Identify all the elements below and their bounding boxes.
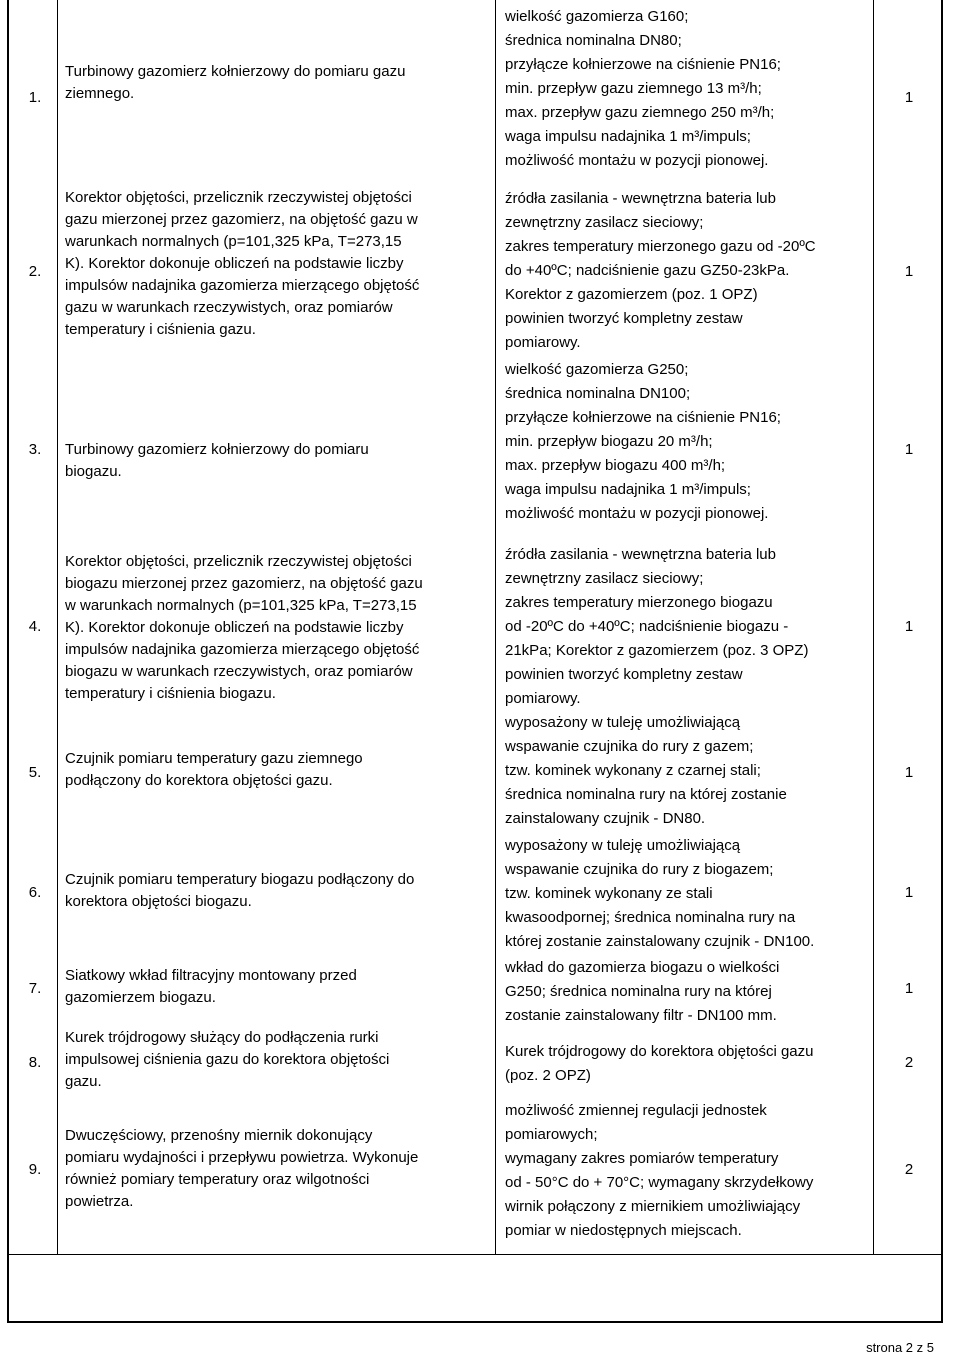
specification-line: średnica nominalna DN80; (505, 32, 682, 49)
specification-line: średnica nominalna rury na której zostanie (505, 786, 787, 803)
specification-line: źródła zasilania - wewnętrzna bateria lub (505, 546, 776, 563)
specification-line: możliwość zmiennej regulacji jednostek (505, 1102, 767, 1119)
specification-line: G250; średnica nominalna rury na której (505, 983, 772, 1000)
description-line: warunkach normalnych (p=101,325 kPa, T=273,15 (65, 233, 402, 250)
item-quantity: 1 (904, 618, 914, 635)
row-number: 5. (28, 764, 42, 781)
specification-line: możliwość montażu w pozycji pionowej. (505, 152, 769, 169)
description-line: Turbinowy gazomierz kołnierzowy do pomiaru gazu (65, 63, 406, 80)
item-specification (505, 834, 870, 954)
description-line: biogazu w warunkach rzeczywistych, oraz pomiarów (65, 663, 413, 680)
specification-line: przyłącze kołnierzowe na ciśnienie PN16; (505, 409, 781, 426)
specification-line: min. przepływ biogazu 20 m³/h; (505, 433, 713, 450)
item-quantity: 1 (904, 263, 914, 280)
specification-table (7, 0, 943, 1323)
item-quantity: 1 (904, 764, 914, 781)
item-specification (505, 1040, 870, 1088)
item-specification (505, 711, 870, 831)
page-number: strona 2 z 5 (866, 1340, 934, 1355)
description-line: również pomiary temperatury oraz wilgotności (65, 1171, 370, 1188)
description-line: impulsowej ciśnienia gazu do korektora objętości (65, 1051, 390, 1068)
specification-line: powinien tworzyć kompletny zestaw (505, 310, 743, 327)
description-line: powietrza. (65, 1193, 134, 1210)
row-number: 3. (28, 441, 42, 458)
description-line: gazu w warunkach rzeczywistych, oraz pomiarów (65, 299, 393, 316)
specification-line: możliwość montażu w pozycji pionowej. (505, 505, 769, 522)
specification-line: waga impulsu nadajnika 1 m³/impuls; (505, 481, 751, 498)
description-line: w warunkach normalnych (p=101,325 kPa, T=273,15 (65, 597, 417, 614)
item-description (65, 965, 495, 1009)
specification-line: zewnętrzny zasilacz sieciowy; (505, 214, 704, 231)
specification-line: pomiarowy. (505, 690, 581, 707)
item-description (65, 61, 495, 105)
specification-line: wymagany zakres pomiarów temperatury (505, 1150, 779, 1167)
description-line: ziemnego. (65, 85, 135, 102)
specification-line: (poz. 2 OPZ) (505, 1067, 591, 1084)
description-line: korektora objętości biogazu. (65, 893, 252, 910)
item-specification (505, 1099, 870, 1243)
item-description (65, 748, 495, 792)
specification-line: 21kPa; Korektor z gazomierzem (poz. 3 OPZ) (505, 642, 809, 659)
row-number: 2. (28, 263, 42, 280)
specification-line: wkład do gazomierza biogazu o wielkości (505, 959, 780, 976)
specification-line: min. przepływ gazu ziemnego 13 m³/h; (505, 80, 762, 97)
description-line: temperatury i ciśnienia biogazu. (65, 685, 276, 702)
item-quantity: 2 (904, 1161, 914, 1178)
item-specification (505, 5, 870, 173)
item-specification (505, 543, 870, 711)
item-quantity: 2 (904, 1054, 914, 1071)
row-number: 6. (28, 884, 42, 901)
specification-line: wspawanie czujnika do rury z biogazem; (505, 861, 774, 878)
description-line: gazu. (65, 1073, 102, 1090)
row-number: 4. (28, 618, 42, 635)
specification-line: zostanie zainstalowany filtr - DN100 mm. (505, 1007, 777, 1024)
description-line: biogazu. (65, 463, 122, 480)
description-line: Czujnik pomiaru temperatury gazu ziemnego (65, 750, 363, 767)
item-quantity: 1 (904, 441, 914, 458)
specification-line: od - 50°C do + 70°C; wymagany skrzydełkowy (505, 1174, 814, 1191)
item-description (65, 551, 495, 705)
description-line: podłączony do korektora objętości gazu. (65, 772, 333, 789)
description-line: Turbinowy gazomierz kołnierzowy do pomiaru (65, 441, 369, 458)
item-quantity: 1 (904, 884, 914, 901)
specification-line: max. przepływ biogazu 400 m³/h; (505, 457, 726, 474)
item-specification (505, 358, 870, 526)
specification-line: pomiar w niedostępnych miejscach. (505, 1222, 742, 1239)
specification-line: przyłącze kołnierzowe na ciśnienie PN16; (505, 56, 781, 73)
description-line: Kurek trójdrogowy służący do podłączenia rurki (65, 1029, 379, 1046)
specification-line: której zostanie zainstalowany czujnik - DN100. (505, 933, 815, 950)
specification-line: od -20ºC do +40ºC; nadciśnienie biogazu - (505, 618, 789, 635)
description-line: temperatury i ciśnienia gazu. (65, 321, 256, 338)
row-number: 9. (28, 1161, 42, 1178)
description-line: Korektor objętości, przelicznik rzeczywistej objętości (65, 553, 412, 570)
specification-line: Kurek trójdrogowy do korektora objętości gazu (505, 1043, 814, 1060)
description-line: Siatkowy wkład filtracyjny montowany przed (65, 967, 357, 984)
specification-line: zainstalowany czujnik - DN80. (505, 810, 706, 827)
specification-line: zakres temperatury mierzonego gazu od -20ºC (505, 238, 816, 255)
specification-line: kwasoodpornej; średnica nominalna rury na (505, 909, 796, 926)
description-line: pomiaru wydajności i przepływu powietrza. Wykonuje (65, 1149, 419, 1166)
description-line: Korektor objętości, przelicznik rzeczywistej objętości (65, 189, 412, 206)
item-description (65, 1125, 495, 1213)
specification-line: wyposażony w tuleję umożliwiającą (505, 714, 741, 731)
description-line: gazu mierzonej przez gazomierz, na objętość gazu w (65, 211, 418, 228)
specification-line: wirnik połączony z miernikiem umożliwiający (505, 1198, 801, 1215)
specification-line: waga impulsu nadajnika 1 m³/impuls; (505, 128, 751, 145)
description-line: impulsów nadajnika gazomierza mierzącego objętość (65, 277, 420, 294)
specification-line: max. przepływ gazu ziemnego 250 m³/h; (505, 104, 775, 121)
specification-line: źródła zasilania - wewnętrzna bateria lub (505, 190, 776, 207)
item-description (65, 1027, 495, 1093)
column-divider (873, 0, 874, 1254)
specification-line: pomiarowy. (505, 334, 581, 351)
item-quantity: 1 (904, 89, 914, 106)
specification-line: wspawanie czujnika do rury z gazem; (505, 738, 754, 755)
item-description (65, 187, 495, 341)
specification-line: Korektor z gazomierzem (poz. 1 OPZ) (505, 286, 758, 303)
item-specification (505, 956, 870, 1028)
row-number: 8. (28, 1054, 42, 1071)
item-specification (505, 187, 870, 355)
specification-line: wielkość gazomierza G160; (505, 8, 689, 25)
specification-line: wielkość gazomierza G250; (505, 361, 689, 378)
description-line: impulsów nadajnika gazomierza mierzącego objętość (65, 641, 420, 658)
specification-line: powinien tworzyć kompletny zestaw (505, 666, 743, 683)
specification-line: tzw. kominek wykonany ze stali (505, 885, 713, 902)
description-line: biogazu mierzonej przez gazomierz, na objętość gazu (65, 575, 423, 592)
item-description (65, 439, 495, 483)
specification-line: średnica nominalna DN100; (505, 385, 691, 402)
description-line: Czujnik pomiaru temperatury biogazu podłączony do (65, 871, 415, 888)
row-number: 7. (28, 980, 42, 997)
item-description (65, 869, 495, 913)
description-line: K). Korektor dokonuje obliczeń na podstawie liczby (65, 619, 404, 636)
item-quantity: 1 (904, 980, 914, 997)
specification-line: zewnętrzny zasilacz sieciowy; (505, 570, 704, 587)
description-line: Dwuczęściowy, przenośny miernik dokonujący (65, 1127, 373, 1144)
specification-line: do +40ºC; nadciśnienie gazu GZ50-23kPa. (505, 262, 790, 279)
specification-line: zakres temperatury mierzonego biogazu (505, 594, 773, 611)
specification-line: pomiarowych; (505, 1126, 598, 1143)
description-line: gazomierzem biogazu. (65, 989, 216, 1006)
table-bottom-line (9, 1254, 941, 1255)
row-number: 1. (28, 89, 42, 106)
column-divider (495, 0, 496, 1254)
description-line: K). Korektor dokonuje obliczeń na podstawie liczby (65, 255, 404, 272)
specification-line: wyposażony w tuleję umożliwiającą (505, 837, 741, 854)
specification-line: tzw. kominek wykonany z czarnej stali; (505, 762, 761, 779)
